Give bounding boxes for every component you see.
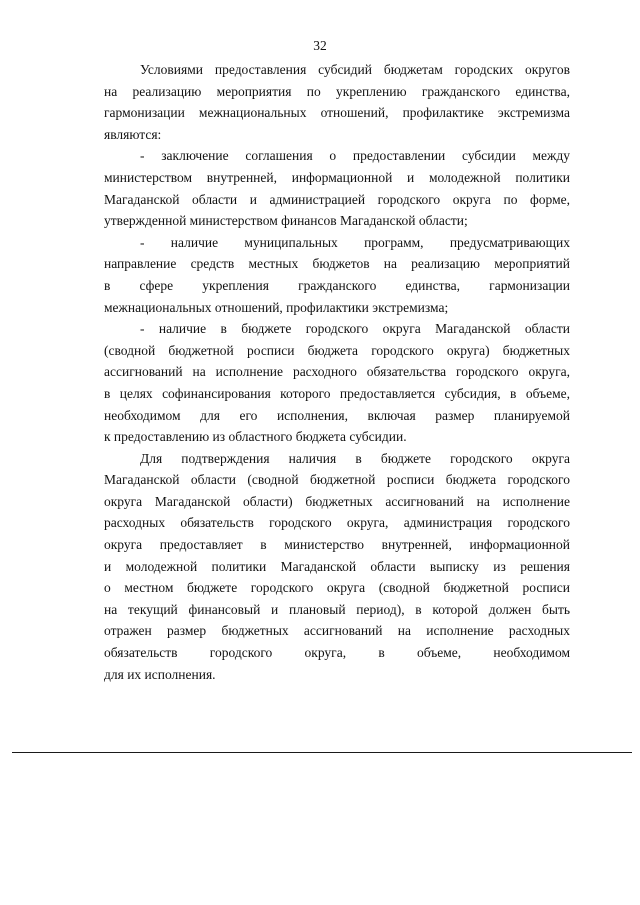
text-line: на реализацию мероприятия по укреплению гражданского единства, [104,83,570,99]
text-line: межнациональных отношений, профилактики экстремизма; [104,299,449,315]
paragraph-condition-programs [104,232,570,318]
text-line: Условиями предоставления субсидий бюджетам городских округов [140,62,570,77]
text-line: гармонизации межнациональных отношений, профилактике экстремизма [104,105,570,121]
text-line: - наличие муниципальных программ, предусматривающих [140,234,570,250]
text-line: округа предоставляет в министерство внутренней, информационной [104,537,570,553]
text-line: министерством внутренней, информационной и молодежной политики [104,169,570,185]
text-line: необходимом для его исполнения, включая размер планируемой [104,407,570,423]
text-line: Магаданской области и администрацией городского округа по форме, [104,191,570,207]
text-line: к предоставлению из областного бюджета субсидии. [104,429,407,445]
text-line: расходных обязательств городского округа, администрация городского [104,515,570,531]
text-line: в сфере укрепления гражданского единства, гармонизации [104,277,570,293]
text-line: - заключение соглашения о предоставлении субсидии между [140,148,570,164]
text-line: Магаданской области (сводной бюджетной росписи бюджета городского [104,472,570,488]
document-body [104,59,570,685]
paragraph-confirmation [104,448,570,686]
paragraph-condition-budget [104,318,570,448]
text-line: о местном бюджете городского округа (сводной бюджетной росписи [104,580,570,596]
text-line: направление средств местных бюджетов на реализацию мероприятий [104,256,570,272]
page-number: 32 [313,38,327,53]
text-line: в целях софинансирования которого предоставляется субсидия, в объеме, [104,385,570,401]
text-line: округа Магаданской области) бюджетных ассигнований на исполнение [104,493,570,509]
text-line: Для подтверждения наличия в бюджете городского округа [140,450,570,466]
text-line: являются: [104,126,162,142]
text-line: и молодежной политики Магаданской области выписку из решения [104,558,570,574]
text-line: на текущий финансовый и плановый период), в которой должен быть [104,601,570,617]
paragraph-conditions-intro [104,59,570,145]
paragraph-condition-agreement [104,145,570,231]
text-line: отражен размер бюджетных ассигнований на исполнение расходных [104,623,570,639]
text-line: для их исполнения. [104,666,216,682]
text-line: ассигнований на исполнение расходного обязательства городского округа, [104,364,570,380]
text-line: утвержденной министерством финансов Магаданской области; [104,213,468,229]
text-line: обязательств городского округа, в объеме, необходимом [104,645,570,661]
horizontal-separator [12,752,632,753]
text-line: (сводной бюджетной росписи бюджета городского округа) бюджетных [104,342,570,358]
text-line: - наличие в бюджете городского округа Магаданской области [140,321,570,337]
